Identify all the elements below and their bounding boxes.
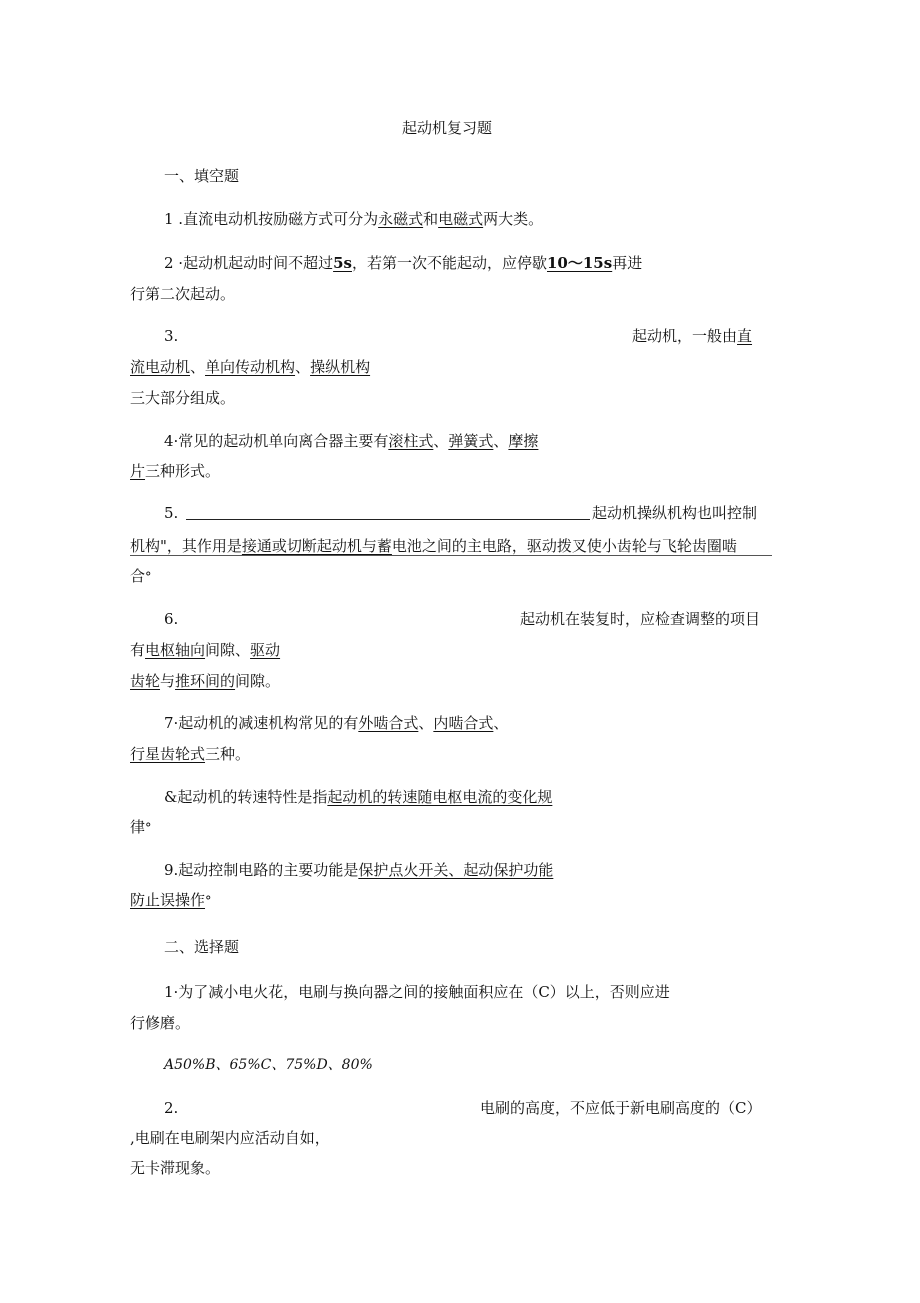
q9-end-mark: ° (205, 894, 212, 909)
q8-text: &起动机的转速特性是指 (164, 788, 328, 806)
q3-line-3: 三大部分组成。 (130, 389, 236, 407)
q4-answer-3-end: 片 (130, 462, 146, 480)
q7-text: 7·起动机的减速机构常见的有 (164, 714, 359, 732)
question-2 (164, 253, 642, 273)
q1-answer-2: 电磁式 (438, 210, 484, 228)
q3-answer-1-start: 直 (737, 327, 753, 345)
q3-answer-1-end: 流电动机 (130, 358, 191, 376)
q6-text-5: 间隙。 (235, 672, 281, 690)
q2-text-3: 再进 (612, 254, 643, 272)
q3-sep-2: 、 (295, 358, 311, 376)
q4-text-2: 三种形式。 (145, 462, 221, 480)
q4-answer-3-start: 摩擦 (508, 432, 539, 450)
q3-sep-1: 、 (190, 358, 206, 376)
question-8 (164, 787, 552, 807)
q3-line-2 (130, 357, 370, 377)
q7-line-2 (130, 744, 250, 764)
q1-answer-1: 永磁式 (378, 210, 424, 228)
choice-2-number: 2. (164, 1099, 179, 1117)
q3-text-1: 起动机，一般由 (632, 327, 738, 345)
q6-answer-1: 电枢轴向 (145, 641, 206, 659)
q1-text-2: 和 (423, 210, 439, 228)
q3-text (632, 326, 752, 346)
q9-line-2 (130, 890, 212, 912)
q2-answer-1: 5s (333, 254, 352, 272)
q3-answer-2: 单向传动机构 (205, 358, 296, 376)
q4-text: 4·常见的起动机单向离合器主要有 (164, 432, 389, 450)
q5-line-2 (130, 536, 737, 556)
q4-sep-1: 、 (433, 432, 449, 450)
q8-answer-start: 起动机的转速随电枢电流的变化规 (327, 788, 553, 806)
question-7 (164, 713, 508, 733)
q8-end-mark: ° (145, 821, 152, 836)
q5-answer: 接通或切断起动机与蓄 (241, 537, 392, 555)
q5-text-4: 合 (130, 567, 146, 585)
document-title: 起动机复习题 (402, 119, 493, 137)
q5-number: 5. (164, 504, 179, 522)
q1-text-3: 两大类。 (483, 210, 544, 228)
q7-text-2: 三种。 (205, 745, 251, 763)
q5-text-3: 电池之间的主电路，驱动拨叉使小齿轮与飞轮齿圈啮 (391, 537, 737, 555)
q6-answer-2-start: 驱动 (250, 641, 281, 659)
question-9 (164, 860, 553, 880)
q5-underline-rule (130, 555, 772, 556)
q6-text-4: 与 (160, 672, 176, 690)
q6-text-1: 起动机在装复时，应检查调整的项目 (520, 610, 761, 628)
q9-answer-end: 防止误操作 (130, 891, 206, 909)
q6-text-2: 有 (130, 641, 146, 659)
q5-text-2: 机构"，其作用是 (130, 537, 242, 555)
q5-line-3 (130, 566, 152, 588)
q4-answer-1: 滚柱式 (388, 432, 434, 450)
q6-line-2 (130, 640, 280, 660)
q6-answer-3: 推环间的 (175, 672, 236, 690)
q8-answer-end: 律 (130, 818, 146, 836)
q4-line-2 (130, 461, 220, 481)
q7-sep-1: 、 (418, 714, 434, 732)
choice-question-2: 电刷的高度，不应低于新电刷高度的（C） (480, 1099, 762, 1117)
choice-question-1-options: A50%B、65%C、75%D、80% (164, 1057, 373, 1073)
q7-sep-2: 、 (493, 714, 509, 732)
q9-answer-start: 保护点火开关、起动保护功能 (358, 861, 554, 879)
q6-number: 6. (164, 610, 179, 628)
section-heading-choice: 二、选择题 (164, 938, 240, 956)
q2-text-2: ，若第一次不能起动，应停歇 (351, 254, 547, 272)
q3-number: 3. (164, 327, 179, 345)
q7-answer-3: 行星齿轮式 (130, 745, 206, 763)
q2-answer-2: 10～15s (547, 254, 613, 272)
q4-answer-2: 弹簧式 (448, 432, 494, 450)
choice-question-1-continued: 行修磨。 (130, 1014, 191, 1032)
q4-sep-2: 、 (493, 432, 509, 450)
question-1 (164, 209, 543, 229)
question-2-continued: 行第二次起动。 (130, 285, 236, 303)
q1-text: 1 .直流电动机按励磁方式可分为 (164, 210, 379, 228)
q7-answer-1: 外啮合式 (358, 714, 419, 732)
q5-text-1: 起动机操纵机构也叫控制 (592, 504, 758, 522)
choice-question-2-line-3: 无卡滞现象。 (130, 1159, 221, 1177)
q5-blank-line (186, 519, 590, 520)
section-heading-fill-in: 一、填空题 (164, 167, 240, 185)
q7-answer-2: 内啮合式 (433, 714, 494, 732)
q8-line-2 (130, 817, 152, 839)
q6-text-3: 间隙、 (205, 641, 251, 659)
q6-line-3 (130, 671, 280, 691)
q5-end-mark: ° (145, 570, 152, 585)
choice-question-1: 1·为了减小电火花，电刷与换向器之间的接触面积应在（C）以上，否则应进 (164, 983, 670, 1001)
q9-text: 9.起动控制电路的主要功能是 (164, 861, 359, 879)
question-4 (164, 431, 538, 451)
choice-question-2-line-2: ,电刷在电刷架内应活动自如， (130, 1129, 330, 1147)
q2-text: 2 ·起动机起动时间不超过 (164, 254, 334, 272)
q3-answer-3: 操纵机构 (310, 358, 371, 376)
q6-answer-2-end: 齿轮 (130, 672, 161, 690)
